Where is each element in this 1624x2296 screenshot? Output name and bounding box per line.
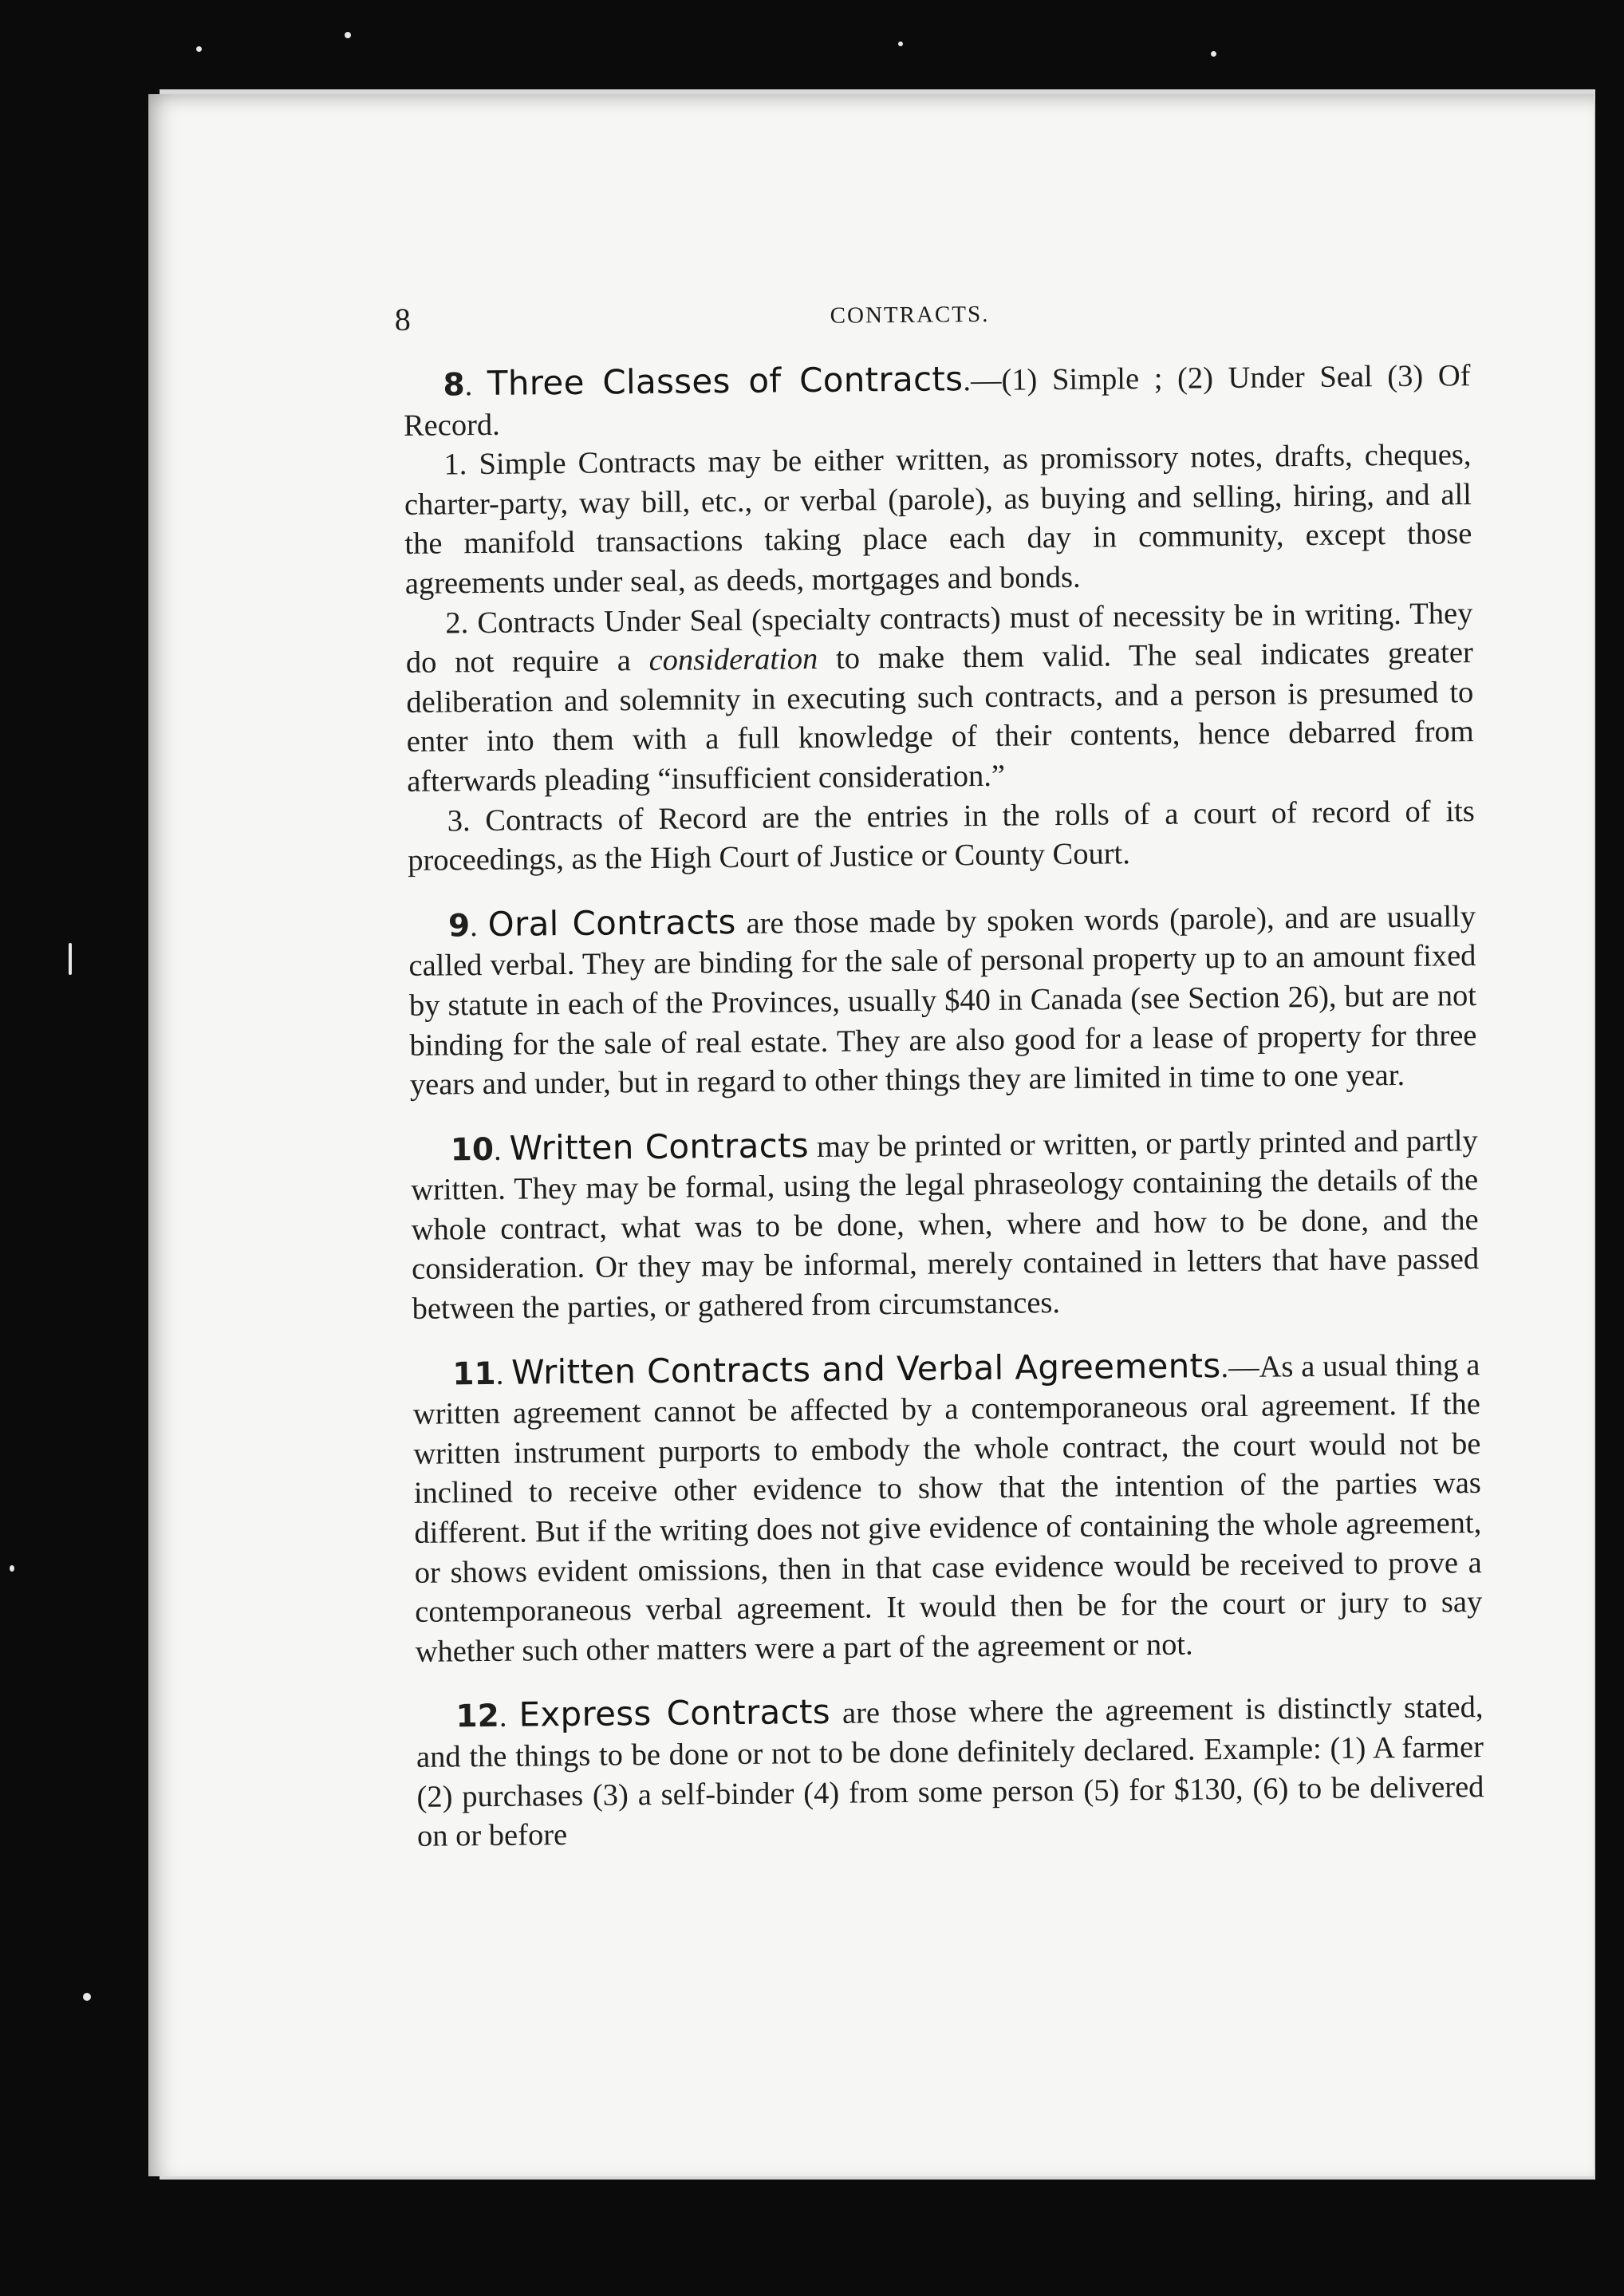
section-paragraph: 10. Written Contracts may be printed or written, or partly printed and partly written. They may be formal, using the legal phraseology containing the details of the whole contract, what was to be done, when, where and how to be done, and the consideration. Or they may be informal, merely contained in letters that have passed between the parties, or gathered from circumstances.	[411, 1123, 1480, 1326]
section-paragraph: 12. Express Contracts are those where the agreement is distinctly stated, and the things to be done or not to be done definitely declared. Example: (1) A farmer (2) purchases (3) a self-binder (4) from some person (5) for $130, (6) to be delivered on or before	[416, 1690, 1484, 1854]
scan-speck	[69, 943, 72, 975]
section-11	[412, 1343, 1483, 1673]
section-heading: Oral Contracts	[487, 901, 736, 944]
section-number: 10	[450, 1131, 495, 1169]
section-text: are those made by spoken words (parole), and are usually called verbal. They are binding for the sale of personal property up to an amount fixed by statute in each of the Provinces, usually $40 in Canada (see Section 26), but are not binding for the sale of real estate. They are also good for a lease of property for three years and under, but in regard to other things they are limited in time to one year.	[408, 899, 1477, 1103]
scan-speck	[345, 32, 351, 38]
page-number: 8	[394, 301, 411, 338]
section-heading-paragraph: 8. Three Classes of Contracts.—(1) Simple ; (2) Under Seal (3) Of Record.	[403, 359, 1471, 443]
paragraph-text: 2. Contracts Under Seal (specialty contracts) must of necessity be in writing. They do not require a	[405, 596, 1473, 681]
paragraph-text: 1. Simple Contracts may be either written, as promissory notes, drafts, cheques, charter-party, way bill, etc., or verbal (parole), as buying and selling, hiring, and all the manifold transactions taking place each day in community, except those agreements under seal, as deeds, mortgages and bonds.	[404, 438, 1472, 601]
running-title: CONTRACTS.	[830, 301, 990, 329]
book-page	[148, 94, 1594, 2176]
section-heading: Three Classes of Contracts	[487, 359, 964, 403]
section-10	[410, 1119, 1479, 1330]
section-number: 12	[455, 1698, 500, 1735]
scan-speck	[1211, 51, 1216, 57]
paragraph-text: 3. Contracts of Record are the entries in the rolls of a court of record of its proceedings, as the High Court of Justice or County Court.	[408, 794, 1475, 878]
section-heading: Written Contracts and Verbal Agreements	[510, 1345, 1221, 1392]
section-text: may be printed or written, or partly printed and partly written. They may be formal, using the legal phraseology containing the details of the whole contract, what was to be done, when, where and how to be done, and the consideration. Or they may be informal, merely contained in letters that have passed between the parties, or gathered from circumstances.	[411, 1123, 1480, 1326]
section-9	[408, 895, 1477, 1106]
paragraph-text: to make them valid. The seal indicates greater deliberation and solemnity in executing such contracts, and a person is presumed to enter into them with a full knowledge of their contents, hence debarred from afterwards pleading “insufficient consideration.”	[406, 636, 1474, 799]
scan-speck	[83, 1993, 91, 2001]
scan-speck	[196, 46, 202, 52]
section-intro: .—(1) Simple ; (2) Under Seal (3) Of Record.	[403, 359, 1471, 443]
paragraph-contracts-under-seal	[405, 594, 1474, 803]
paragraph-simple-contracts	[404, 436, 1472, 604]
scan-speck	[898, 41, 903, 46]
section-heading: Written Contracts	[509, 1125, 810, 1168]
italic-term: consideration	[648, 642, 818, 678]
section-12	[416, 1686, 1484, 1856]
section-number: 8	[443, 367, 465, 404]
text-body	[403, 354, 1484, 1857]
section-8	[403, 354, 1475, 882]
section-text: are those where the agreement is distinctly stated, and the things to be done or not to be done definitely declared. Example: (1) A farmer (2) purchases (3) a self-binder (4) from some person (5) for $130, (6) to be delivered on or before	[416, 1690, 1484, 1854]
section-text: .—As a usual thing a written agreement cannot be affected by a contemporaneous oral agreement. If the written instrument purports to embody the whole contract, the court would not be inclined to receive other evidence to show that the intention of the parties was different. But if the writing does not give evidence of containing the whole agreement, or shows evident omissions, then in that case evidence would be received to prove a contemporaneous verbal agreement. It would then be for the court or jury to say whether such other matters were a part of the agreement or not.	[412, 1347, 1483, 1669]
page-content	[148, 81, 1614, 2176]
section-number: 11	[452, 1355, 496, 1393]
section-heading: Express Contracts	[518, 1692, 831, 1735]
section-number: 9	[447, 907, 471, 945]
paragraph-contracts-of-record	[408, 792, 1476, 882]
scan-speck	[10, 1565, 14, 1572]
section-paragraph: 11. Written Contracts and Verbal Agreements.—As a usual thing a written agreement cannot be affected by a contemporaneous oral agreement. If the written instrument purports to embody the whole contract, the court would not be inclined to receive other evidence to show that the intention of the parties was different. But if the writing does not give evidence of containing the whole agreement, or shows evident omissions, then in that case evidence would be received to prove a contemporaneous verbal agreement. It would then be for the court or jury to say whether such other matters were a part of the agreement or not.	[412, 1345, 1483, 1669]
section-paragraph: 9. Oral Contracts are those made by spoken words (parole), and are usually called verbal. They are binding for the sale of personal property up to an amount fixed by statute in each of the Provinces, usually $40 in Canada (see Section 26), but are not binding for the sale of real estate. They are also good for a lease of property for three years and under, but in regard to other things they are limited in time to one year.	[408, 899, 1477, 1103]
